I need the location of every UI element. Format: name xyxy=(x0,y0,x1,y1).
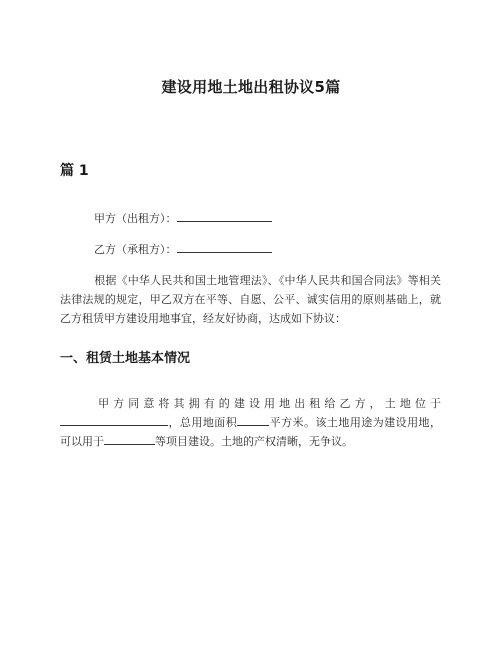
party-a-blank xyxy=(177,209,272,222)
area-blank xyxy=(237,413,269,426)
project-blank xyxy=(104,432,155,445)
party-a-line xyxy=(94,209,272,228)
location-blank xyxy=(60,413,168,426)
clause-1-heading: 一、租赁土地基本情况 xyxy=(60,351,191,366)
clause-1-text-part1: 甲方同意将其拥有的建设用地出租给乙方，土地位于 xyxy=(94,397,441,410)
party-b-label: 乙方（承租方）： xyxy=(94,243,177,256)
party-b-blank xyxy=(177,240,272,253)
clause-1-text-part3: 平方米。该土地用途为建设用地，可以用于 xyxy=(60,416,442,448)
intro-paragraph xyxy=(60,271,441,328)
intro-text: 根据《中华人民共和国土地管理法》、《中华人民共和国合同法》等相关法律法规的规定，甲乙双方在平等、自愿、公平、诚实信用的原则基础上，就乙方租赁甲方建设用地事宜，经友好协商，达成如下协议： xyxy=(60,274,441,325)
clause-1-paragraph xyxy=(60,394,441,451)
clause-1-text-part4: 等项目建设。土地的产权清晰，无争议。 xyxy=(155,435,353,448)
document-title: 建设用地土地出租协议5篇 xyxy=(161,78,341,96)
party-a-label: 甲方（出租方）： xyxy=(94,212,177,225)
party-b-line xyxy=(94,240,272,259)
section-heading: 篇 1 xyxy=(60,163,89,179)
clause-1-text-part2: ，总用地面积 xyxy=(168,416,238,429)
